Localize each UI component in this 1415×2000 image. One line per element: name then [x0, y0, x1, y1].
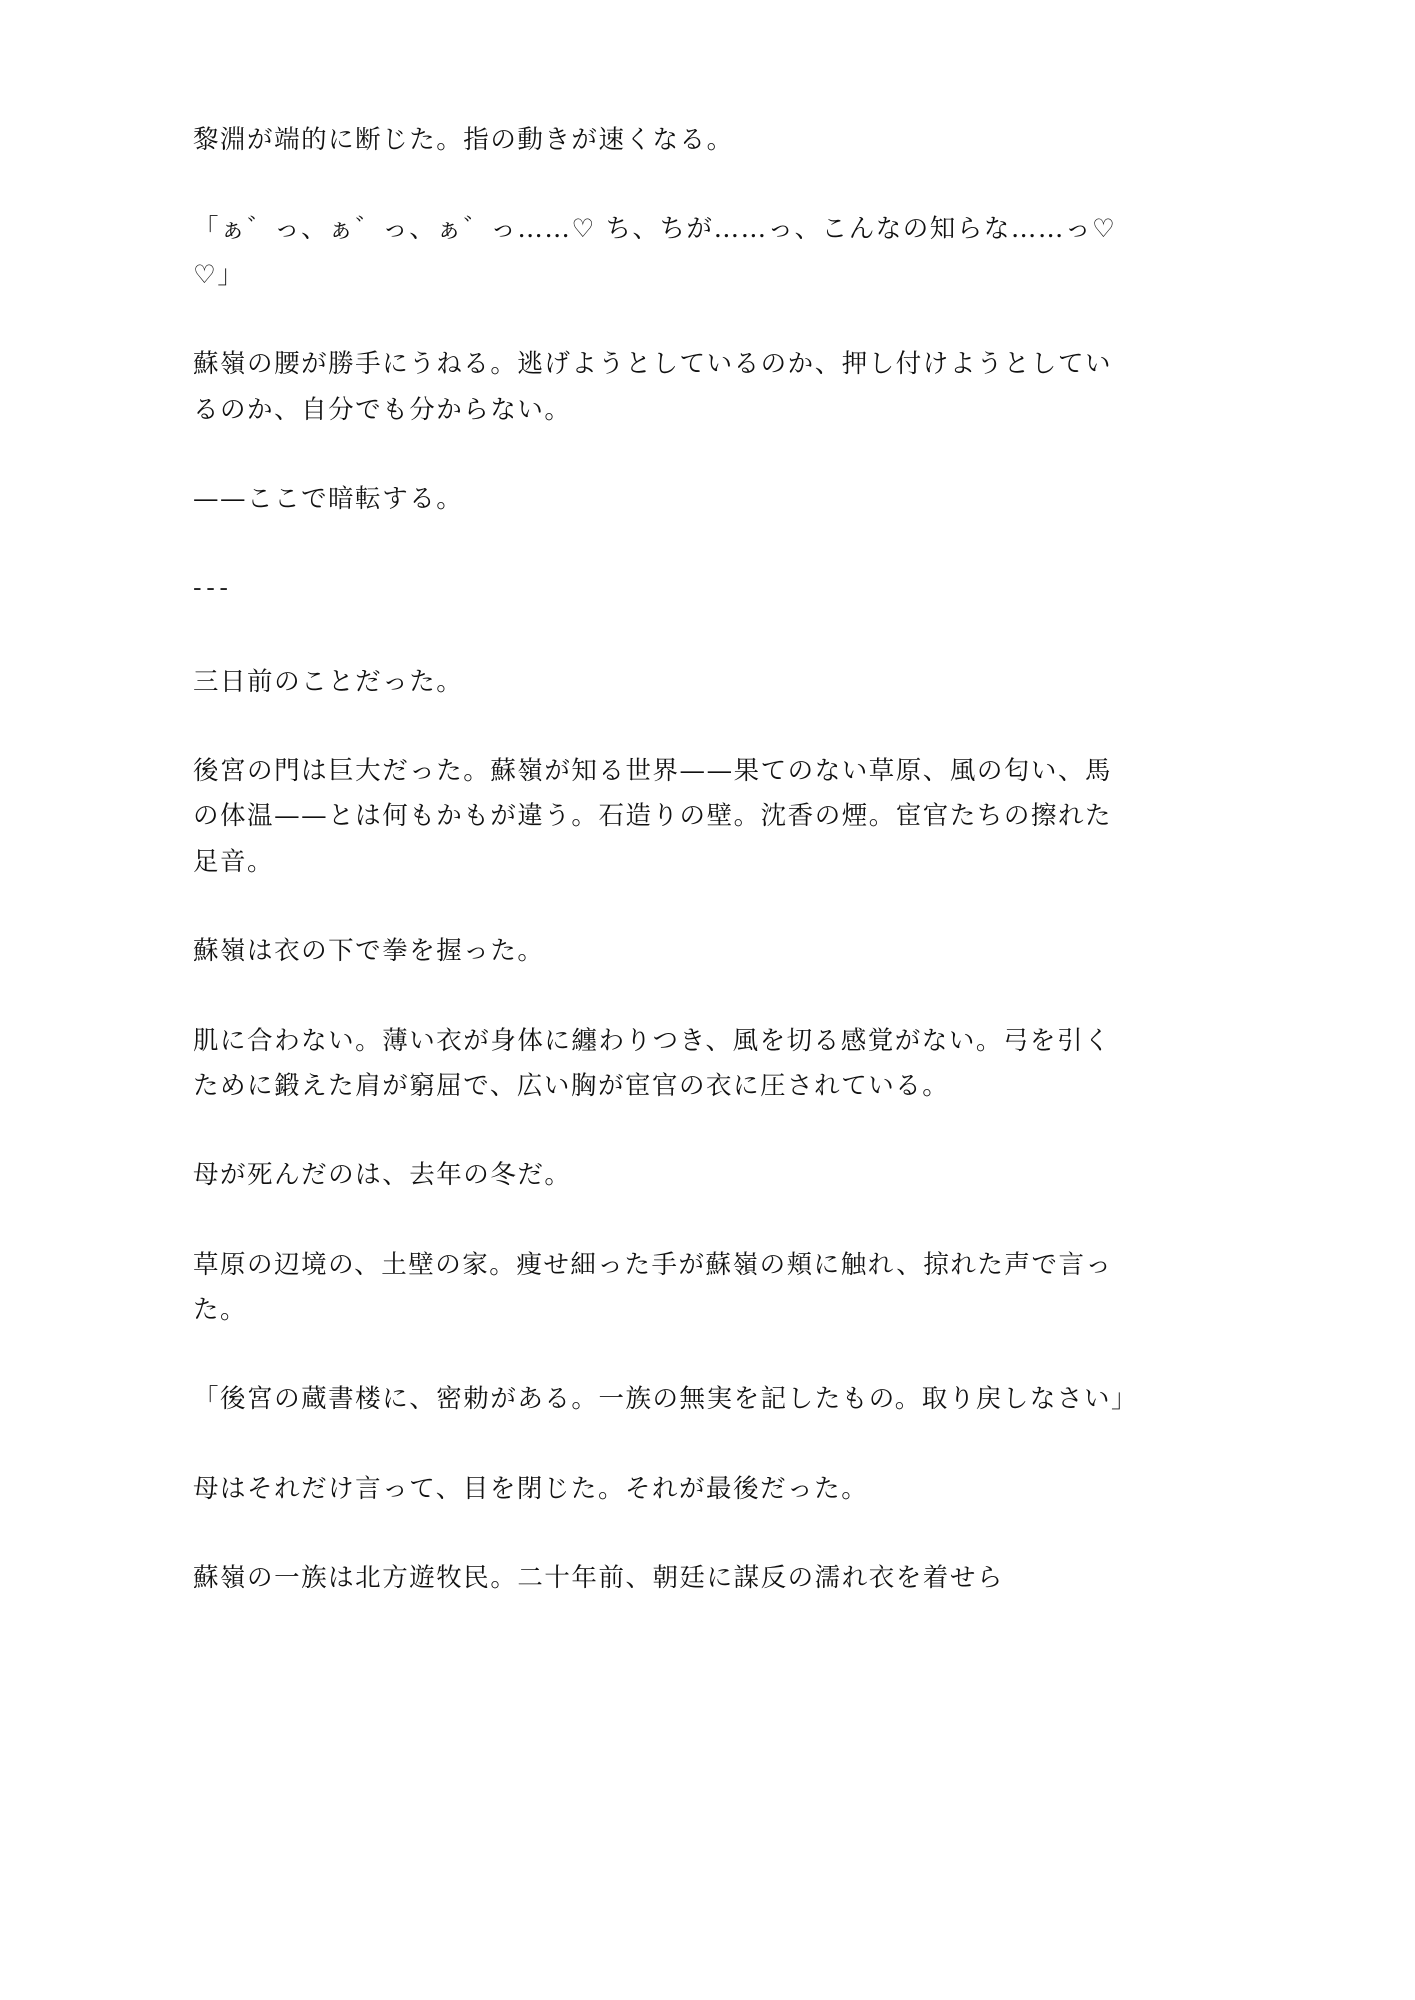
- paragraph: 肌に合わない。薄い衣が身体に纏わりつき、風を切る感覚がない。弓を引くために鍛えた肩が窮屈で、広い胸が宦官の衣に圧されている。: [193, 1025, 1112, 1101]
- paragraph: 「ぁ゛っ、ぁ゛っ、ぁ゛っ……♡ ち、ちが……っ、こんなの知らな……っ♡♡」: [193, 214, 1117, 290]
- paragraph: ——ここで暗転する。: [193, 483, 464, 514]
- paragraph: 「後宮の蔵書楼に、密勅がある。一族の無実を記したもの。取り戻しなさい」: [193, 1384, 1139, 1415]
- section-divider: ---: [193, 573, 233, 604]
- paragraph: 母が死んだのは、去年の冬だ。: [193, 1160, 572, 1191]
- document-body: [193, 118, 1139, 1602]
- paragraph: 黎淵が端的に断じた。指の動きが速くなる。: [193, 125, 734, 155]
- paragraph: 草原の辺境の、土壁の家。痩せ細った手が蘇嶺の頬に触れ、掠れた声で言った。: [193, 1249, 1113, 1325]
- paragraph: 蘇嶺の一族は北方遊牧民。二十年前、朝廷に謀反の濡れ衣を着せら: [193, 1563, 1004, 1594]
- paragraph: 蘇嶺は衣の下で拳を握った。: [193, 936, 545, 967]
- paragraph: 蘇嶺の腰が勝手にうねる。逃げようとしているのか、押し付けようとしているのか、自分でも分からない。: [193, 349, 1113, 425]
- paragraph: 三日前のことだった。: [193, 666, 464, 697]
- paragraph: 後宮の門は巨大だった。蘇嶺が知る世界——果てのない草原、風の匂い、馬の体温——とは何もかもが違う。石造りの壁。沈香の煙。宦官たちの擦れた足音。: [193, 756, 1113, 877]
- paragraph: 母はそれだけ言って、目を閉じた。それが最後だった。: [193, 1473, 869, 1504]
